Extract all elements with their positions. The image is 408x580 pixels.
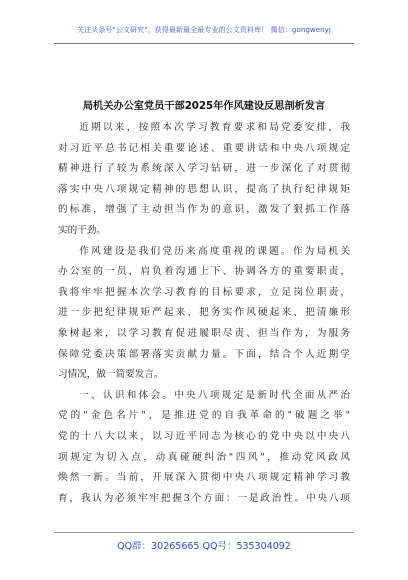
body-line: 项规定为切入点，动真碰硬纠治"四风"，推动党风政风: [58, 451, 350, 463]
body-line: 育，我认为必须牢牢把握3个方面：一是政治性。中央八项: [58, 492, 350, 504]
body-line: 的标准，增强了主动担当作为的意识，激发了狠抓工作落: [58, 204, 350, 216]
document-title: 局机关办公室党员干部2025年作风建设反思剖析发言: [82, 101, 326, 112]
body-line: 对习近平总书记相关重要论述、重要讲话和中央八项规定: [58, 142, 350, 154]
body-line: 落实中央八项规定精神的思想认识，提高了执行纪律规矩: [58, 183, 350, 195]
body-line: 象树起来，以学习教育促进履职尽责、担当作为，为服务: [58, 328, 350, 339]
body-line: 习情况，做一简要发言。: [58, 369, 164, 381]
body-line: 一、认识和体会。中央八项规定是新时代全面从严治: [58, 389, 350, 401]
body-line: 进一步把纪律规矩严起来、把务实作风硬起来、把清廉形: [58, 307, 350, 319]
body-line: 精神进行了较为系统深入学习钻研，进一步深化了对贯彻: [58, 163, 350, 175]
body-line: 党的"金色名片"，是推进党的自我革命的"破题之举": [58, 410, 350, 422]
body-line: 作风建设是我们党历来高度重视的课题。作为局机关: [58, 245, 350, 257]
footer-divider: [54, 532, 354, 533]
body-line: 办公室的一员，肩负着沟通上下、协调各方的重要职责，: [58, 266, 350, 278]
header-promo-note: 关注头条号"公文研究"，获得最新最全最专业的公文资料库！ 微信：gongwenyj: [77, 26, 331, 34]
body-line: 实的干劲。: [58, 225, 106, 236]
body-line: 焕然一新。当前，开展深入贯彻中央八项规定精神学习教: [58, 472, 350, 484]
header-divider: [54, 43, 354, 44]
body-line: 党的十八大以来，以习近平同志为核心的党中央以中央八: [58, 431, 350, 442]
body-line: 我将牢牢把握本次学习教育的目标要求，立足岗位职责，: [58, 286, 350, 298]
body-line: 近期以来，按照本次学习教育要求和局党委安排，我: [58, 122, 350, 133]
footer-contact-note: QQ群：30265665 QQ号：535304092: [117, 541, 291, 552]
body-line: 保障党委决策部署落实贡献力量。下面，结合个人近期学: [58, 348, 350, 360]
